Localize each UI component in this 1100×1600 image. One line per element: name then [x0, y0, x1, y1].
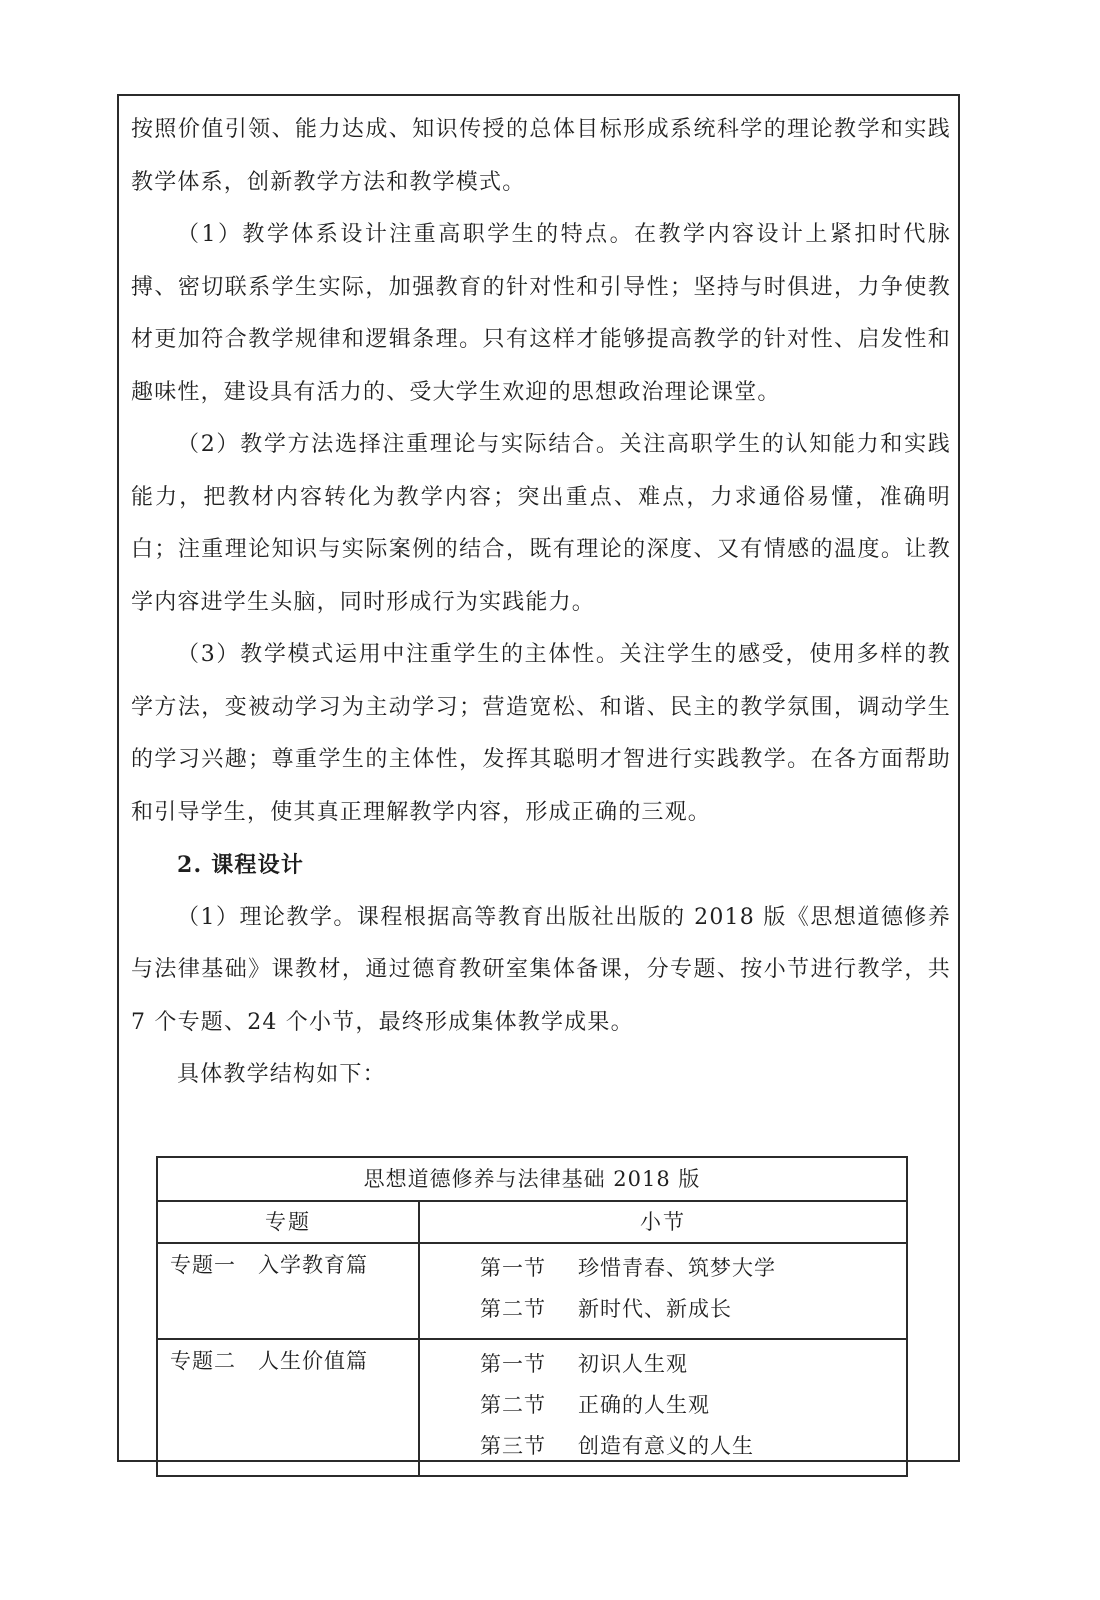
topic-label: 专题二 人生价值篇: [170, 1349, 368, 1373]
section-title: 创造有意义的人生: [578, 1434, 754, 1458]
topic-cell: [157, 1339, 419, 1476]
section-number: 第一节: [480, 1352, 546, 1376]
section-title: 正确的人生观: [578, 1393, 710, 1417]
column-header-topic: 专题: [157, 1201, 419, 1243]
table-row: [157, 1339, 907, 1476]
section-title: 新时代、新成长: [578, 1297, 732, 1321]
section-heading-course-design: 2. 课程设计: [177, 852, 305, 878]
section-number: 第三节: [480, 1434, 546, 1458]
paragraph-point-2: （2）教学方法选择注重理论与实际结合。关注高职学生的认知能力和实践能力，把教材内容转化为教学内容；突出重点、难点，力求通俗易懂，准确明白；注重理论知识与实际案例的结合，既有理论的深度、又有情感的温度。让教学内容进学生头脑，同时形成行为实践能力。: [131, 432, 951, 615]
paragraph-point-3: （3）教学模式运用中注重学生的主体性。关注学生的感受，使用多样的教学方法，变被动学习为主动学习；营造宽松、和谐、民主的教学氛围，调动学生的学习兴趣；尊重学生的主体性，发挥其聪明才智进行实践教学。在各方面帮助和引导学生，使其真正理解教学内容，形成正确的三观。: [131, 642, 951, 825]
section-item: [480, 1344, 906, 1385]
section-number: 第二节: [480, 1297, 546, 1321]
section-number: 第二节: [480, 1393, 546, 1417]
table-title: 思想道德修养与法律基础 2018 版: [157, 1157, 907, 1201]
section-number: 第一节: [480, 1256, 546, 1280]
section-item: [480, 1289, 906, 1330]
topic-cell: [157, 1243, 419, 1339]
table-title-row: [157, 1157, 907, 1201]
section-cell: [419, 1243, 907, 1339]
column-header-section: 小节: [419, 1201, 907, 1243]
table-header-row: [157, 1201, 907, 1243]
section-item: [480, 1426, 906, 1467]
table-row: [157, 1243, 907, 1339]
section-item: [480, 1385, 906, 1426]
section-title: 初识人生观: [578, 1352, 688, 1376]
section-title: 珍惜青春、筑梦大学: [578, 1256, 776, 1280]
section-item: [480, 1248, 906, 1289]
teaching-structure-table: [156, 1156, 908, 1477]
section-cell: [419, 1339, 907, 1476]
paragraph-theory-teaching: （1）理论教学。课程根据高等教育出版社出版的 2018 版《思想道德修养与法律基础》课教材，通过德育教研室集体备课，分专题、按小节进行教学，共 7 个专题、24 个小节，最终形成集体教学成果。: [131, 904, 951, 1035]
paragraph-intro: 按照价值引领、能力达成、知识传授的总体目标形成系统科学的理论教学和实践教学体系，创新教学方法和教学模式。: [131, 117, 951, 195]
topic-label: 专题一 入学教育篇: [170, 1253, 368, 1277]
paragraph-point-1: （1）教学体系设计注重高职学生的特点。在教学内容设计上紧扣时代脉搏、密切联系学生实际，加强教育的针对性和引导性；坚持与时俱进，力争使教材更加符合教学规律和逻辑条理。只有这样才能够提高教学的针对性、启发性和趣味性，建设具有活力的、受大学生欢迎的思想政治理论课堂。: [131, 222, 951, 405]
paragraph-structure-intro: 具体教学结构如下：: [177, 1062, 386, 1087]
document-body: [131, 104, 951, 1102]
